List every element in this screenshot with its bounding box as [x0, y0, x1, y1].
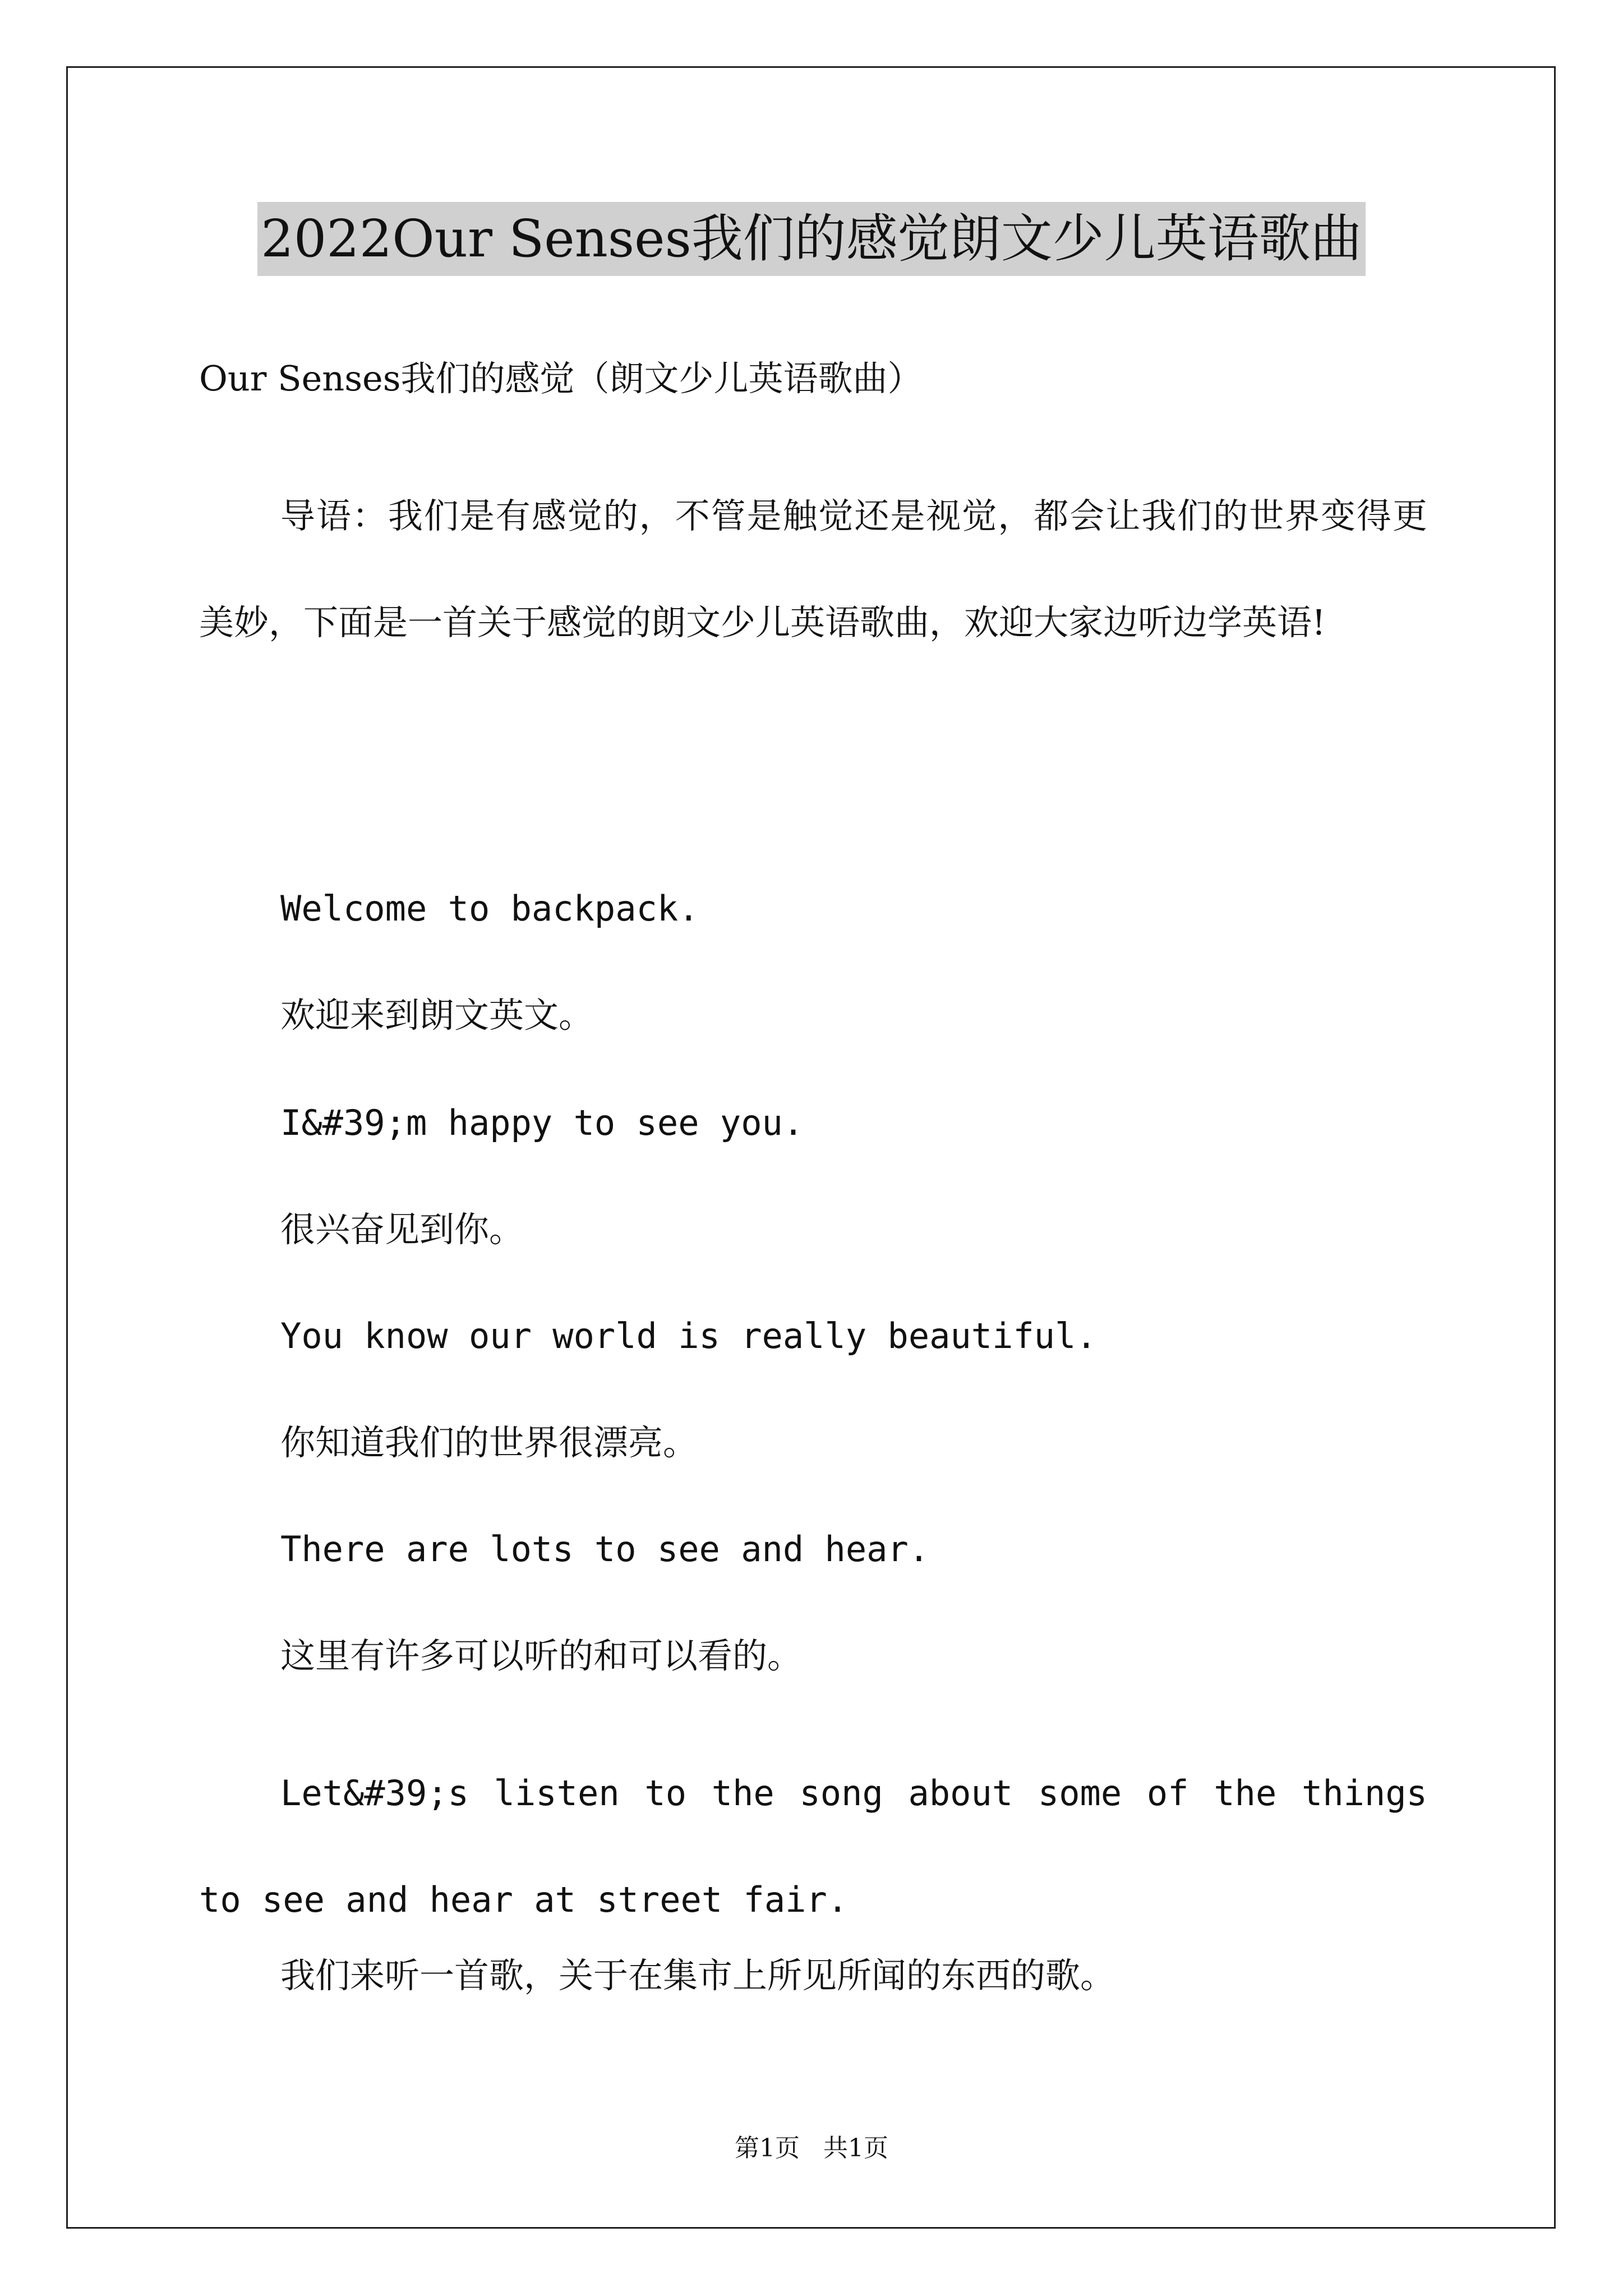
lyric-line-cn: 你知道我们的世界很漂亮。 [280, 1422, 698, 1463]
intro-paragraph: 导语：我们是有感觉的，不管是触觉还是视觉，都会让我们的世界变得更美妙，下面是一首关于感觉的朗文少儿英语歌曲，欢迎大家边听边学英语! [199, 495, 1427, 643]
lyric-line-en: I&#39;m happy to see you. [280, 1102, 804, 1143]
document-subtitle: Our Senses我们的感觉（朗文少儿英语歌曲） [199, 358, 923, 399]
title-container [0, 202, 1623, 276]
document-title: 2022Our Senses我们的感觉朗文少儿英语歌曲 [257, 202, 1366, 276]
lyric-paragraph-en: Let&#39;s listen to the song about some of the things to see and hear at street fair. [199, 1773, 1427, 1920]
page-footer: 第1页 共1页 [735, 2134, 888, 2162]
lyric-line-en: Welcome to backpack. [280, 888, 699, 929]
lyric-line-cn: 很兴奋见到你。 [280, 1209, 524, 1250]
lyric-line-cn: 这里有许多可以听的和可以看的。 [280, 1635, 803, 1676]
lyric-line-cn: 欢迎来到朗文英文。 [280, 995, 594, 1036]
lyric-line-en: There are lots to see and hear. [280, 1529, 930, 1570]
lyric-line-en: You know our world is really beautiful. [280, 1315, 1097, 1356]
lyric-line-cn: 我们来听一首歌，关于在集市上所见所闻的东西的歌。 [280, 1955, 1115, 1996]
